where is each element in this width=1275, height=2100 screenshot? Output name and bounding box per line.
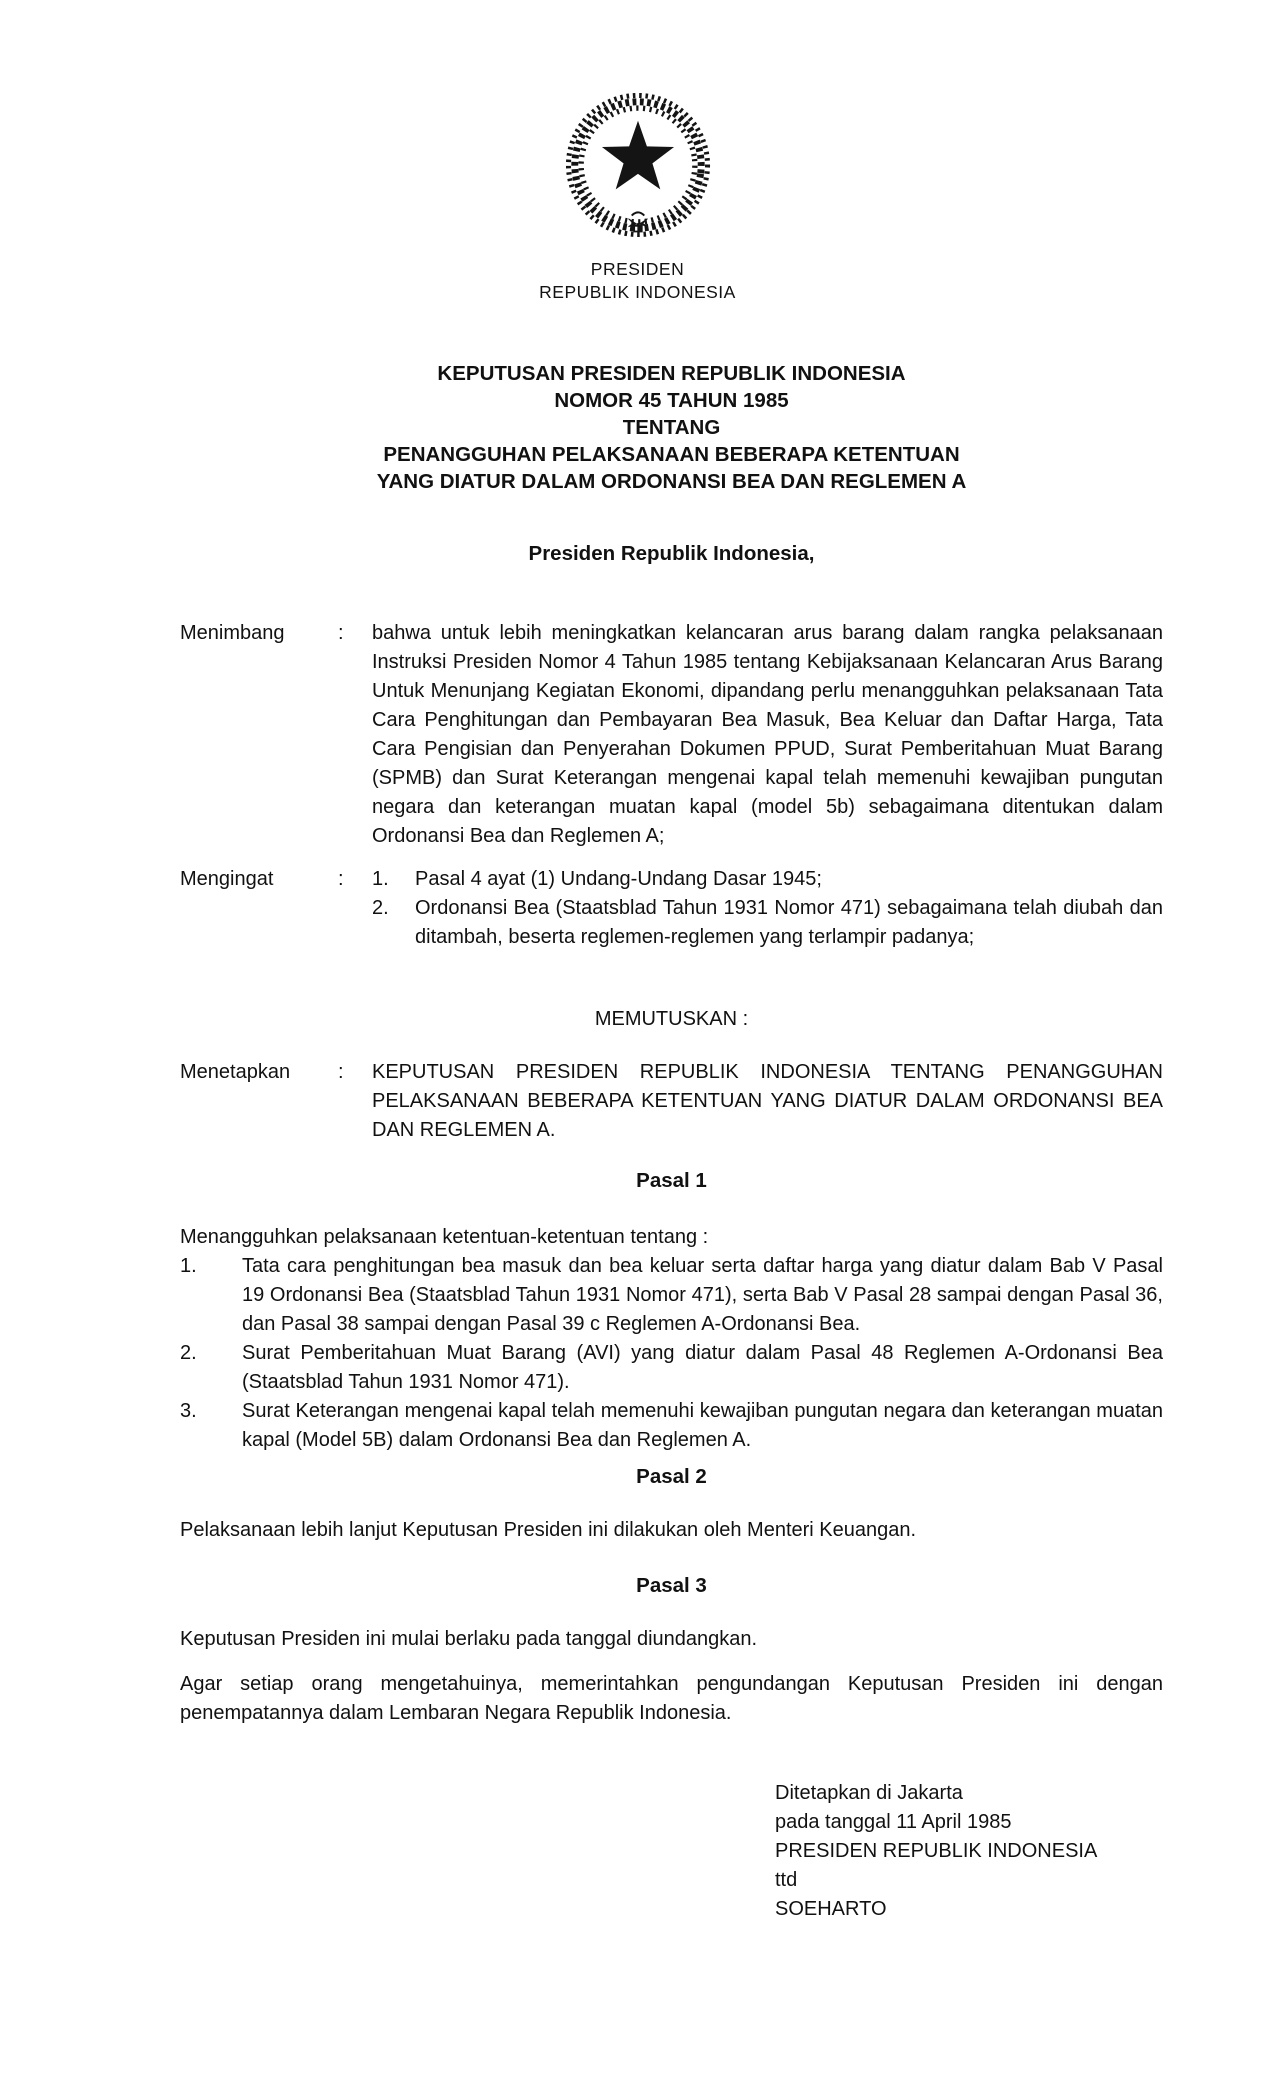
menetapkan-section	[180, 1058, 1163, 1145]
pasal-1-heading: Pasal 1	[636, 1169, 707, 1192]
menimbang-colon: :	[338, 622, 344, 644]
mengingat-item	[372, 865, 1163, 894]
letterhead-line-republik: REPUBLIK INDONESIA	[539, 282, 736, 302]
signature-date: pada tanggal 11 April 1985	[775, 1811, 1012, 1833]
pasal-1-item-text: Surat Pemberitahuan Muat Barang (AVI) yang diatur dalam Pasal 48 Reglemen A-Ordonansi Bea (Staatsblad Tahun 1931 Nomor 471).	[242, 1342, 1163, 1393]
closing-paragraph: Agar setiap orang mengetahuinya, memerintahkan pengundangan Keputusan Presiden ini dengan penempatannya dalam Lembaran Negara Republik Indonesia.	[180, 1673, 1163, 1724]
signature-office: PRESIDEN REPUBLIK INDONESIA	[775, 1840, 1098, 1862]
mengingat-section	[180, 865, 1163, 952]
signature-name: SOEHARTO	[775, 1898, 887, 1920]
pasal-3-text: Keputusan Presiden ini mulai berlaku pada tanggal diundangkan.	[180, 1628, 758, 1650]
star-icon	[601, 121, 673, 190]
memutuskan-heading: MEMUTUSKAN :	[594, 1008, 749, 1030]
signature-ttd: ttd	[775, 1869, 798, 1891]
pasal-2-heading: Pasal 2	[636, 1465, 707, 1488]
pasal-1-item-number: 1.	[180, 1255, 197, 1277]
presidential-seal-icon	[559, 86, 717, 244]
letterhead-line-presiden: PRESIDEN	[590, 259, 685, 279]
mengingat-item-number: 2.	[372, 897, 389, 919]
mengingat-label: Mengingat	[180, 868, 274, 890]
pasal-1-item-number: 3.	[180, 1400, 197, 1422]
title-line-3: TENTANG	[622, 416, 721, 439]
letterhead	[0, 258, 1275, 304]
pasal-1-intro: Menangguhkan pelaksanaan ketentuan-ketentuan tentang :	[180, 1226, 709, 1248]
pasal-1-item	[180, 1252, 1163, 1339]
pasal-1-list	[180, 1252, 1163, 1455]
pasal-2-text: Pelaksanaan lebih lanjut Keputusan Presiden ini dilakukan oleh Menteri Keuangan.	[180, 1519, 917, 1541]
menimbang-text: bahwa untuk lebih meningkatkan kelancaran arus barang dalam rangka pelaksanaan Instruksi Presiden Nomor 4 Tahun 1985 tentang Kebijaksanaan Kelancaran Arus Barang Untuk Menunjang Kegiatan Ekonomi, dipandang perlu menangguhkan pelaksanaan Tata Cara Penghitungan dan Pembayaran Bea Masuk, Bea Keluar dan Daftar Harga, Tata Cara Pengisian dan Penyerahan Dokumen PPUD, Surat Pemberitahuan Muat Barang (SPMB) dan Surat Keterangan mengenai kapal telah memenuhi kewajiban pungutan negara dan keterangan muatan kapal (model 5b) sebagaimana ditentukan dalam Ordonansi Bea dan Reglemen A;	[372, 622, 1163, 847]
pasal-1-item	[180, 1339, 1163, 1397]
mengingat-colon: :	[338, 868, 344, 890]
mengingat-item-text: Pasal 4 ayat (1) Undang-Undang Dasar 1945;	[415, 868, 822, 890]
mengingat-item	[372, 894, 1163, 952]
menimbang-section	[180, 619, 1163, 851]
decree-title	[180, 360, 1163, 495]
mengingat-item-number: 1.	[372, 868, 389, 890]
pasal-1-item-text: Surat Keterangan mengenai kapal telah memenuhi kewajiban pungutan negara dan keterangan muatan kapal (Model 5B) dalam Ordonansi Bea dan Reglemen A.	[242, 1400, 1163, 1451]
title-line-4: PENANGGUHAN PELAKSANAAN BEBERAPA KETENTUAN	[383, 443, 960, 466]
menetapkan-label: Menetapkan	[180, 1061, 291, 1083]
pasal-3-heading: Pasal 3	[636, 1574, 707, 1597]
signature-place: Ditetapkan di Jakarta	[775, 1782, 963, 1804]
menetapkan-colon: :	[338, 1061, 344, 1083]
mengingat-list	[372, 865, 1163, 952]
menetapkan-text: KEPUTUSAN PRESIDEN REPUBLIK INDONESIA TENTANG PENANGGUHAN PELAKSANAAN BEBERAPA KETENTUAN YANG DIATUR DALAM ORDONANSI BEA DAN REGLEMEN A.	[372, 1061, 1163, 1141]
document-body	[0, 360, 1275, 1924]
pasal-1-item-text: Tata cara penghitungan bea masuk dan bea keluar serta daftar harga yang diatur dalam Bab V Pasal 19 Ordonansi Bea (Staatsblad Tahun 1931 Nomor 471), serta Bab V Pasal 28 sampai dengan Pasal 36, dan Pasal 38 sampai dengan Pasal 39 c Reglemen A-Ordonansi Bea.	[242, 1255, 1163, 1335]
title-line-2: NOMOR 45 TAHUN 1985	[554, 389, 789, 412]
pasal-1-item	[180, 1397, 1163, 1455]
signature-block	[775, 1779, 1163, 1924]
menimbang-label: Menimbang	[180, 622, 285, 644]
title-line-5: YANG DIATUR DALAM ORDONANSI BEA DAN REGLEMEN A	[376, 470, 967, 493]
pasal-1-item-number: 2.	[180, 1342, 197, 1364]
mengingat-item-text: Ordonansi Bea (Staatsblad Tahun 1931 Nomor 471) sebagaimana telah diubah dan ditambah, beserta reglemen-reglemen yang terlampir padanya;	[415, 897, 1163, 948]
salutation: Presiden Republik Indonesia,	[528, 542, 815, 565]
title-line-1: KEPUTUSAN PRESIDEN REPUBLIK INDONESIA	[437, 362, 906, 385]
